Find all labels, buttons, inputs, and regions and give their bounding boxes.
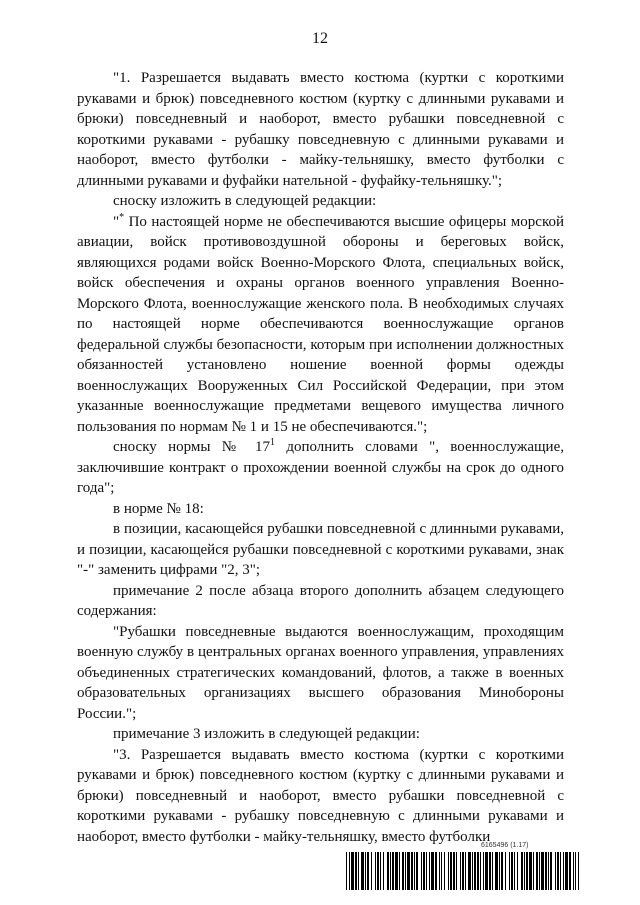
footnote-asterisk: * — [119, 211, 125, 223]
document-code: 6165496 (1.17) — [481, 842, 529, 849]
page-number: 12 — [312, 30, 328, 47]
paragraph-text: дополнить словами ", военнослужащие, заключившие контракт о прохождении военной службы на срок до одного года"; — [77, 439, 564, 496]
paragraph: в норме № 18: — [113, 500, 204, 517]
paragraph-text: сноску нормы № 17 — [113, 439, 271, 455]
paragraph: "3. Разрешается выдавать вместо костюма (куртки с короткими рукавами и брюк) повседневного костюм (куртку с длинными рукавами и брюки) повседневный и наоборот, вместо рубашки повседневной с короткими рукавами - рубашку повседневную с длинными рукавами и наоборот, вместо футболки - майку-тельняшку, вместо футболки — [77, 746, 564, 845]
paragraph: примечание 3 изложить в следующей редакции: — [113, 726, 420, 742]
paragraph: "Рубашки повседневные выдаются военнослужащим, проходящим военную службу в центральных органах военного управления, управлениях объединенных стратегических командований, флотов, а также в военных образовательных организациях высшего образования Минобороны России."; — [77, 623, 564, 722]
footnote-number: 1 — [270, 437, 276, 448]
paragraph-text: По настоящей норме не обеспечиваются высшие офицеры морской авиации, войск противовоздушной обороны и береговых войск, являющихся родами войск Военно-Морского Флота, специальных войск, войск обеспечения и охраны органов военного управления Военно-Морского Флота, военнослужащие женского пола. В необходимых случаях по настоящей норме обеспечиваются военнослужащие органов федеральной службы безопасности, которым при исполнении должностных обязанностей установлено ношение военной формы одежды военнослужащих Вооруженных Сил Российской Федерации, при этом указанные военнослужащие предметами вещевого имущества личного пользования по нормам № 1 и 15 не обеспечиваются."; — [77, 213, 564, 435]
barcode-image — [346, 852, 580, 890]
paragraph — [77, 437, 564, 499]
paragraph: сноску изложить в следующей редакции: — [113, 193, 377, 209]
paragraph: примечание 2 после абзаца второго дополнить абзацем следующего содержания: — [77, 582, 564, 619]
paragraph: в позиции, касающейся рубашки повседневной с длинными рукавами, и позиции, касающейся рубашки повседневной с короткими рукавами, знак "-" заменить цифрами "2, 3"; — [77, 521, 564, 578]
paragraph — [77, 212, 564, 438]
quote-mark: " — [113, 213, 120, 230]
document-body — [77, 68, 564, 847]
paragraph: "1. Разрешается выдавать вместо костюма (куртки с короткими рукавами и брюк) повседневного костюм (куртку с длинными рукавами и брюки) повседневный и наоборот, вместо рубашки повседневной с короткими рукавами - рубашку повседневную с длинными рукавами и наоборот, вместо футболки - майку-тельняшку, вместо футболки с длинными рукавами и фуфайки нательной - фуфайку-тельняшку."; — [77, 70, 564, 189]
